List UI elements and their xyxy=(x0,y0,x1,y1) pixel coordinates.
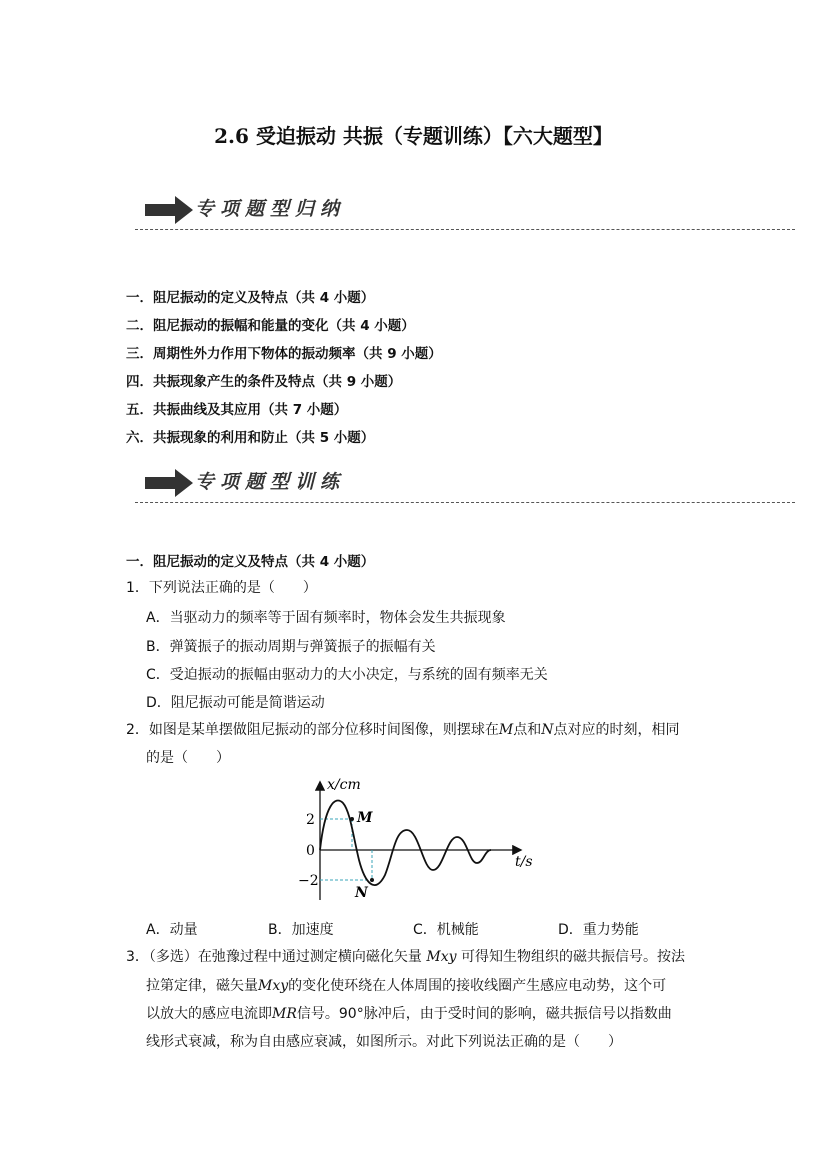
tick-label: −2 xyxy=(298,873,319,889)
arrow-icon xyxy=(145,469,193,497)
question-2-option-b: B．加速度 xyxy=(268,922,334,938)
question-1-stem: 1．下列说法正确的是（ ） xyxy=(126,580,317,596)
question-2-option-a: A．动量 xyxy=(146,922,198,938)
y-axis-label: x/cm xyxy=(327,777,361,793)
section-banner-summary xyxy=(135,190,795,230)
dashed-divider xyxy=(135,229,795,230)
question-1-option-b: B．弹簧振子的振动周期与弹簧振子的振幅有关 xyxy=(146,639,436,655)
question-2-option-c: C．机械能 xyxy=(413,922,479,938)
tick-label: 0 xyxy=(306,843,315,859)
question-1-option-d: D．阻尼振动可能是简谐运动 xyxy=(146,695,325,711)
question-3-line3: 以放大的感应电流即MR信号。90°脉冲后，由于受时间的影响，磁共振信号以指数曲 xyxy=(146,1006,672,1022)
x-axis-label: t/s xyxy=(515,854,533,870)
oscillation-curve xyxy=(320,800,491,885)
question-1-option-a: A．当驱动力的频率等于固有频率时，物体会发生共振现象 xyxy=(146,610,506,626)
question-3-line2: 拉第定律，磁矢量Mxy的变化使环绕在人体周围的接收线圈产生感应电动势，这个可 xyxy=(146,978,667,994)
question-3-line1: 3．（多选）在弛豫过程中通过测定横向磁化矢量 Mxy 可得知生物组织的磁共振信号。按法 xyxy=(126,949,685,965)
tick-label: 2 xyxy=(306,812,315,828)
question-2-stem: 2．如图是某单摆做阻尼振动的部分位移时间图像，则摆球在M点和N点对应的时刻，相同 xyxy=(126,722,680,738)
dashed-divider xyxy=(135,502,795,503)
label-m: M xyxy=(357,810,373,826)
toc-item: 五．共振曲线及其应用（共 7 小题） xyxy=(126,402,348,418)
toc-item: 三．周期性外力作用下物体的振动频率（共 9 小题） xyxy=(126,346,442,362)
question-2-option-d: D．重力势能 xyxy=(558,922,639,938)
section-heading: 一．阻尼振动的定义及特点（共 4 小题） xyxy=(126,554,375,570)
page-title: 2.6 受迫振动 共振（专题训练）【六大题型】 xyxy=(214,124,613,148)
question-2-stem-line2: 的是（ ） xyxy=(146,750,230,766)
banner-text: 专项题型训练 xyxy=(195,471,346,493)
banner-text: 专项题型归纳 xyxy=(195,198,346,220)
arrow-icon xyxy=(145,196,193,224)
section-banner-training xyxy=(135,463,795,503)
point-n xyxy=(370,878,374,882)
question-3-line4: 线形式衰减，称为自由感应衰减，如图所示。对此下列说法正确的是（ ） xyxy=(146,1034,622,1050)
toc-item: 一．阻尼振动的定义及特点（共 4 小题） xyxy=(126,290,375,306)
point-m xyxy=(350,817,354,821)
damped-oscillation-graph xyxy=(295,775,545,905)
label-n: N xyxy=(355,885,368,901)
toc-item: 六．共振现象的利用和防止（共 5 小题） xyxy=(126,430,375,446)
question-1-option-c: C．受迫振动的振幅由驱动力的大小决定，与系统的固有频率无关 xyxy=(146,667,548,683)
toc-item: 四．共振现象产生的条件及特点（共 9 小题） xyxy=(126,374,402,390)
toc-item: 二．阻尼振动的振幅和能量的变化（共 4 小题） xyxy=(126,318,415,334)
